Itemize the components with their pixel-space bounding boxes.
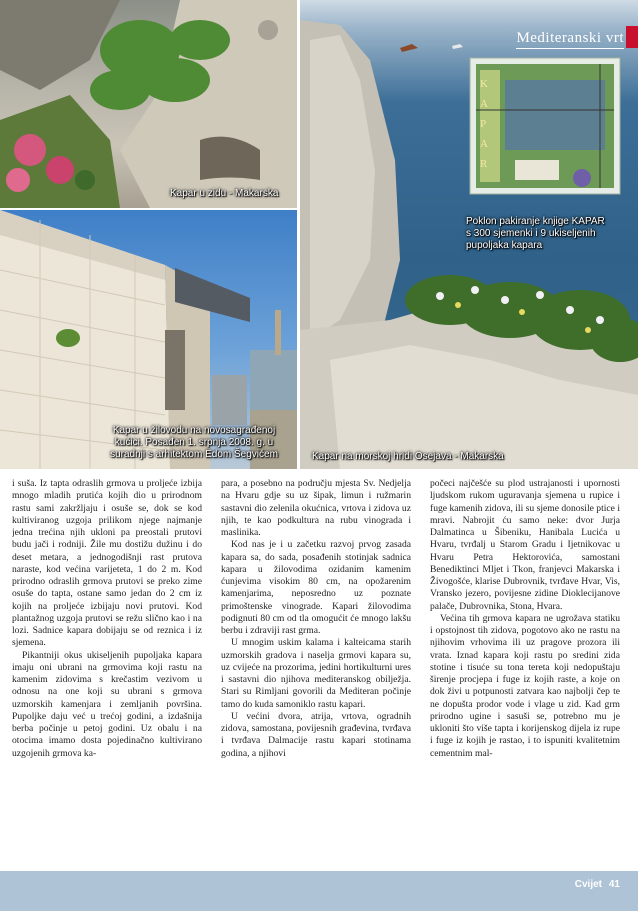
book-cover-title: KAPAR	[480, 78, 489, 170]
page-number: 41	[608, 879, 620, 890]
section-marker	[626, 26, 638, 48]
paragraph: Pikantniji okus ukiseljenih pupoljaka kapara imaju oni ubrani na grmovima koji rastu na kamenim zidovima s krečastim vezivom u odnosu na one koji su ubrani s grmova uzmorskih kamenjara i zemljanih površina. Pupoljke daju već u trećoj godini, a izdašnija berba počinje u petoj godini. Uz obalu i na otocima imamo dosta pojedinačno kultivirano uzgojenih grmova ka-	[12, 649, 202, 759]
magazine-name: Cvijet	[574, 879, 602, 890]
caption-line: s 300 sjemenki i 9 ukiseljenih	[466, 228, 596, 239]
text-column-1	[12, 478, 202, 864]
paragraph: i suša. Iz tapta odraslih grmova u proljeće izbija mnogo mladih prutića kojih dio u prirodnom rastu sami zakržljaju i osuše se, dok se kod kultiviranog uzgoja prilikom njege najmanje jedna trećina njih ukloni pa preostali prutovi budu jači i rodniji. Žile mu dostižu dužinu i do deset metara, a jednogodišnji rast prutova naraste, kod većina varijeteta, 1 do 2 m. Kod prirodno odraslih grmova prutovi se preko zime osuše do tapta, ostane samo jedan do 2 cm iz kojih na proljeće izbijaju novi prutovi. Kod plantažnog uzgoja prutovi se režu slično kao i na lozi. Sadnice kapara dobijaju se od reznica i iz sjemena.	[12, 478, 202, 649]
photo-caper-cliff	[300, 0, 638, 469]
caption-line: Poklon pakiranje knjige KAPAR	[466, 216, 605, 227]
caption-line: kućici. Posađen 1. srpnja 2008. g. u	[114, 437, 274, 448]
paragraph: U većini dvora, atrija, vrtova, ogradnih zidova, samostana, povijesnih građevina, tvrđava i tvrđava Dalmacije rastu kapari stotinama godina, a njihovi	[221, 710, 411, 759]
caption-line: suradnji s arhitektom Edom Šegvićem	[110, 449, 278, 460]
text-column-2	[221, 478, 411, 864]
caption-line: pupoljaka kapara	[466, 240, 543, 251]
photo-caption-book	[466, 216, 636, 252]
caption-line: Kapar u žilovodu na novosagrađenoj	[112, 425, 276, 436]
paragraph: para, a posebno na području mjesta Sv. Nedjelja na Hvaru gdje su uz šipak, limun i ružmarin sastavni dio zelenila okućnica, vrtova i zidova uz njih, te kao podkultura na rubu vinograda i maslinika.	[221, 478, 411, 538]
section-title: Mediteranski vrt	[516, 30, 624, 49]
paragraph: Većina tih grmova kapara ne ugrožava statiku i opstojnost tih zidova, pogotovo ako ne rastu na njihovim vrhovima ili uz pragove prozora ili vrata. Iznad kapara koji rastu po sredini zida stotine i tisuće su tona tereta koji nedopuštaju širenje procjepa i fuge iz kojih raste, a koje on dok živi u potpunosti zatvara kao najbolji čep te ne dopušta prodor vode i vlage u zid. Kad grm prirodno ugine i sasuši se, potrebno mu je ukloniti što više tapta i korijenskog dijela iz rupe i fuge iz kojih je rastao, i to ispuniti kvalitetnim cementnim mal-	[430, 612, 620, 759]
paragraph: U mnogim uskim kalama i kalteicama starih uzmorskih gradova i naselja grmovi kapara su, uz cvijeće na prozorima, jedini hortikulturni ures i sastavni dio njihova mediteranskog obilježja. Stari su Rimljani govorili da Mediteran počinje tamo do kuda samoniklo rastu kapari.	[221, 637, 411, 710]
photo-caption-house	[96, 425, 292, 461]
photo-caper-house	[0, 210, 297, 469]
photo-caper-in-wall	[0, 0, 297, 208]
photo-caption-wall: Kapar u zidu - Makarska	[170, 188, 279, 199]
page-footer	[0, 871, 638, 911]
photo-caption-cliff: Kapar na morskoj hridi Osejava - Makarska	[312, 451, 504, 462]
photo-wall-scene	[0, 0, 297, 208]
text-column-3	[430, 478, 620, 864]
paragraph: Kod nas je i u začetku razvoj prvog zasada kapara sa, do sada, posađenih stotinjak sadnica kapara u žilovodima ozidanim kamenim ćunjevima visokim 80 cm, na opožarenim kamenjarima, neposredno uz poznate primoštenske vinograde. Kapari žilovodima podignuti 80 cm od tla omogućit će mnogo lakšu berbu i zdraviji rast grma.	[221, 539, 411, 636]
paragraph: počeci najčešće su plod ustrajanosti i upornosti ljudskom rukom uguravanja sjemena u rupice i fuge kamenih zidova, ili su sjeme donosile ptice i mravi. Nabrojit ću samo neke: dvor Jurja Dalmatinca u Šibeniku, Hanibala Lucića u Hvaru, tvrđalj u Starom Gradu i Ijetnikovac u Hvaru Petra Hektorovića, samostani Benediktinci Mljet i Tkon, franjevci Makarska i Živogošće, klarise Dubrovnik, tvrđave Hvar, Vis, Vransko jezero, povijesne zidine Dioklecijanove palače, Dubrovnika, Stona, Hvara.	[430, 478, 620, 612]
